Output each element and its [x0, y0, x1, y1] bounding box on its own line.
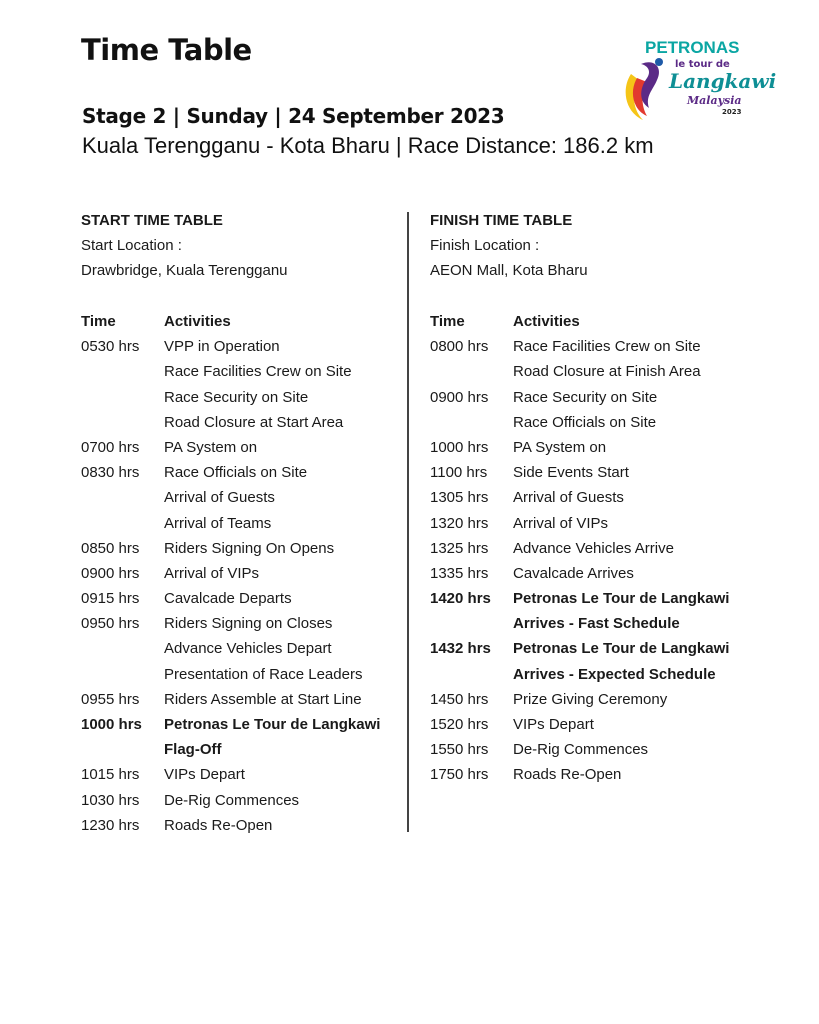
start-location: Drawbridge, Kuala Terengganu [81, 262, 288, 279]
schedule-activity: Advance Vehicles Depart [164, 640, 332, 658]
schedule-row [81, 538, 401, 563]
schedule-time: 1230 hrs [81, 816, 140, 834]
finish-col-time: Time [430, 313, 465, 330]
schedule-activity: Arrival of VIPs [164, 564, 260, 582]
schedule-activity: Race Security on Site [513, 388, 658, 406]
start-heading: START TIME TABLE [81, 212, 223, 229]
schedule-row [81, 815, 401, 840]
schedule-activity: Road Closure at Start Area [164, 413, 344, 431]
finish-location-label: Finish Location : [430, 237, 540, 254]
schedule-activity: Advance Vehicles Arrive [513, 539, 674, 557]
schedule-row [81, 664, 401, 689]
schedule-activity: Arrives - Expected Schedule [513, 665, 716, 683]
schedule-row [81, 462, 401, 487]
schedule-row [430, 588, 760, 613]
start-header-row [81, 311, 401, 336]
schedule-time: 1100 hrs [430, 464, 488, 482]
schedule-row [430, 714, 760, 739]
schedule-time: 0800 hrs [430, 338, 489, 356]
schedule-activity: Roads Re-Open [164, 816, 273, 834]
schedule-row [430, 664, 760, 689]
schedule-activity: Arrival of Teams [164, 514, 272, 532]
schedule-row [81, 638, 401, 663]
schedule-activity: Cavalcade Arrives [513, 564, 634, 582]
schedule-activity: Presentation of Race Leaders [164, 665, 363, 683]
schedule-row [430, 412, 760, 437]
schedule-activity: Road Closure at Finish Area [513, 363, 701, 381]
schedule-activity: Petronas Le Tour de Langkawi [513, 640, 730, 658]
schedule-activity: Race Officials on Site [513, 413, 657, 431]
schedule-time: 1432 hrs [430, 640, 491, 658]
schedule-time: 1420 hrs [430, 590, 491, 608]
schedule-activity: VIPs Depart [164, 766, 245, 784]
schedule-row [81, 739, 401, 764]
schedule-time: 1320 hrs [430, 514, 489, 532]
route-line: Kuala Terengganu - Kota Bharu | Race Distance: 186.2 km [82, 133, 654, 158]
schedule-row [81, 613, 401, 638]
start-rows [81, 336, 401, 840]
schedule-row [81, 563, 401, 588]
schedule-row [430, 387, 760, 412]
logo-swoosh-purple [641, 62, 659, 108]
finish-location: AEON Mall, Kota Bharu [430, 262, 588, 279]
schedule-row [430, 437, 760, 462]
schedule-row [81, 487, 401, 512]
finish-header-row [430, 311, 760, 336]
schedule-activity: Riders Signing on Closes [164, 615, 333, 633]
schedule-row [81, 513, 401, 538]
schedule-row [81, 336, 401, 361]
schedule-row [430, 462, 760, 487]
schedule-row [81, 714, 401, 739]
schedule-time [81, 638, 164, 663]
schedule-time [430, 361, 513, 386]
schedule-time: 1550 hrs [430, 741, 489, 759]
schedule-activity: Race Officials on Site [164, 464, 308, 482]
schedule-activity: Race Facilities Crew on Site [513, 338, 701, 356]
logo-line3: Malaysia [687, 94, 742, 107]
schedule-time [81, 361, 164, 386]
schedule-activity: Side Events Start [513, 464, 629, 482]
schedule-row [430, 764, 760, 789]
schedule-row [81, 689, 401, 714]
logo-line1: le tour de [675, 59, 730, 70]
schedule-activity: Arrival of VIPs [513, 514, 609, 532]
schedule-time [430, 664, 513, 689]
schedule-time: 1305 hrs [430, 489, 489, 507]
schedule-activity: PA System on [513, 438, 607, 456]
schedule-row [430, 613, 760, 638]
logo-brand: PETRONAS [645, 38, 740, 57]
schedule-activity: VPP in Operation [164, 338, 280, 356]
schedule-activity: Arrival of Guests [164, 489, 275, 507]
schedule-row [81, 790, 401, 815]
finish-heading: FINISH TIME TABLE [430, 212, 573, 229]
finish-col-activity: Activities [513, 313, 580, 330]
schedule-activity: Flag-Off [164, 741, 222, 759]
schedule-time: 1750 hrs [430, 766, 489, 784]
schedule-row [81, 437, 401, 462]
schedule-activity: Cavalcade Departs [164, 590, 292, 608]
start-col-activity: Activities [164, 313, 231, 330]
schedule-time: 1000 hrs [81, 716, 142, 733]
schedule-time: 1030 hrs [81, 791, 140, 809]
schedule-activity: VIPs Depart [513, 716, 594, 733]
schedule-activity: Arrives - Fast Schedule [513, 615, 680, 633]
start-location-label: Start Location : [81, 237, 182, 254]
schedule-time: 0900 hrs [81, 564, 140, 582]
schedule-time: 0830 hrs [81, 464, 140, 482]
schedule-time: 0530 hrs [81, 338, 140, 356]
schedule-time: 0955 hrs [81, 690, 140, 708]
schedule-time [81, 487, 164, 512]
schedule-time: 1520 hrs [430, 716, 489, 733]
schedule-row [430, 739, 760, 764]
schedule-row [430, 487, 760, 512]
schedule-row [81, 764, 401, 789]
schedule-time: 1450 hrs [430, 690, 489, 708]
logo-rider-head [655, 58, 663, 66]
schedule-time [81, 387, 164, 412]
schedule-time [430, 412, 513, 437]
schedule-activity: De-Rig Commences [164, 791, 300, 809]
schedule-time: 1000 hrs [430, 438, 489, 456]
schedule-time: 0850 hrs [81, 539, 140, 557]
schedule-activity: Petronas Le Tour de Langkawi [513, 590, 730, 608]
schedule-row [81, 412, 401, 437]
schedule-activity: De-Rig Commences [513, 741, 649, 759]
schedule-time [430, 613, 513, 638]
start-col-time: Time [81, 313, 116, 330]
column-divider [407, 212, 409, 832]
schedule-row [430, 638, 760, 663]
schedule-row [81, 387, 401, 412]
schedule-activity: Arrival of Guests [513, 489, 624, 507]
schedule-activity: PA System on [164, 438, 258, 456]
finish-timetable [430, 211, 760, 790]
schedule-activity: Roads Re-Open [513, 766, 622, 784]
schedule-row [81, 588, 401, 613]
finish-rows [430, 336, 760, 789]
schedule-time: 1335 hrs [430, 564, 489, 582]
stage-line: Stage 2 | Sunday | 24 September 2023 [82, 104, 505, 128]
schedule-row [430, 689, 760, 714]
schedule-time: 0950 hrs [81, 615, 140, 633]
schedule-row [430, 361, 760, 386]
schedule-row [430, 513, 760, 538]
schedule-time [81, 513, 164, 538]
schedule-time [81, 664, 164, 689]
schedule-activity: Riders Assemble at Start Line [164, 690, 362, 708]
schedule-time [81, 739, 164, 764]
schedule-time: 0915 hrs [81, 590, 140, 608]
schedule-activity: Riders Signing On Opens [164, 539, 335, 557]
schedule-row [81, 361, 401, 386]
schedule-activity: Race Security on Site [164, 388, 309, 406]
start-timetable [81, 211, 401, 840]
logo-line2: Langkawi [669, 69, 777, 93]
schedule-time: 1325 hrs [430, 539, 489, 557]
schedule-activity: Petronas Le Tour de Langkawi [164, 716, 381, 733]
schedule-time: 1015 hrs [81, 766, 140, 784]
schedule-row [430, 336, 760, 361]
schedule-time [81, 412, 164, 437]
tour-logo [615, 34, 777, 124]
schedule-activity: Prize Giving Ceremony [513, 690, 668, 708]
page-title: Time Table [81, 33, 252, 67]
schedule-time: 0900 hrs [430, 388, 489, 406]
schedule-row [430, 538, 760, 563]
schedule-activity: Race Facilities Crew on Site [164, 363, 352, 381]
schedule-time: 0700 hrs [81, 438, 140, 456]
logo-year: 2023 [722, 108, 742, 116]
schedule-row [430, 563, 760, 588]
